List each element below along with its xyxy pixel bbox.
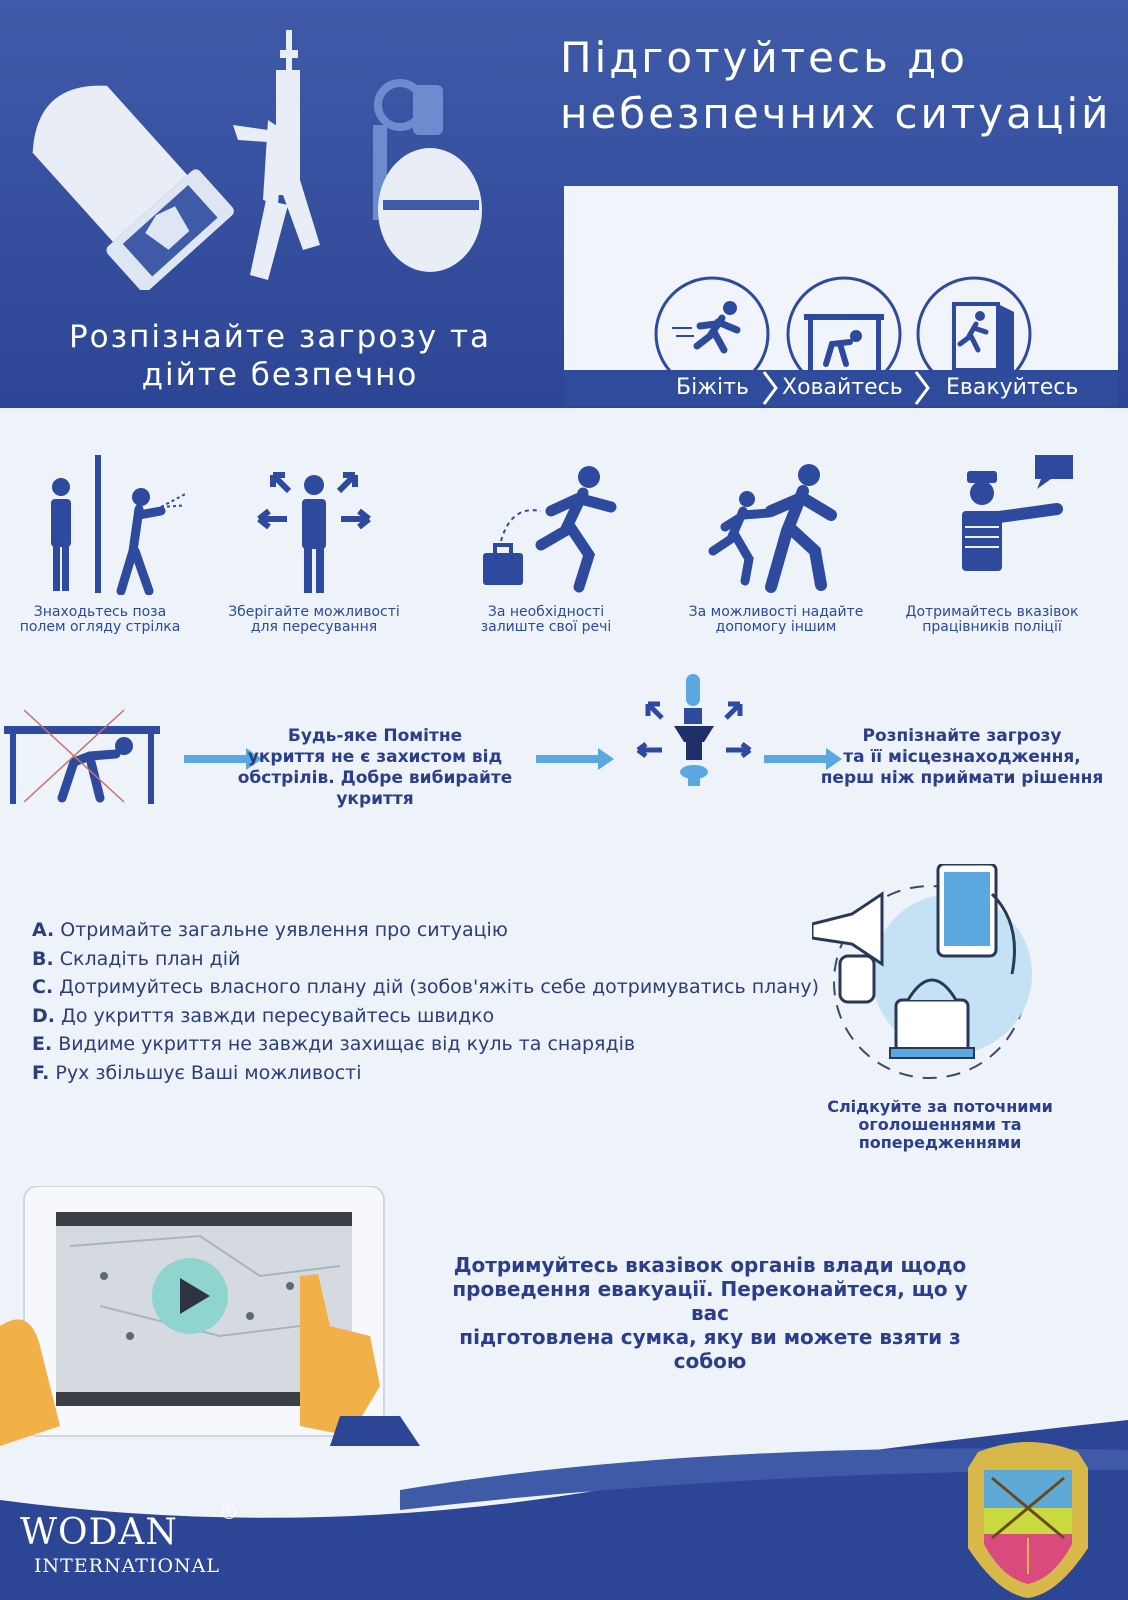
cover-warning-line-1: Будь-яке Помітне [287, 726, 463, 746]
list-text: Отримайте загальне уявлення про ситуацію [60, 919, 508, 941]
header-subtitle [30, 318, 530, 394]
tip-help-others [676, 455, 876, 635]
run-hide-evacuate-panel [564, 186, 1118, 370]
list-text: Рух збільшує Ваші можливості [55, 1061, 362, 1084]
tip-2-line-1: Зберігайте можливості [228, 604, 400, 620]
help-others-icon [691, 455, 861, 595]
list-text: Складіть план дій [59, 947, 241, 970]
hide-under-table-icon [784, 274, 904, 370]
threat-line-2: та її місцезнаходження, [843, 747, 1081, 767]
brand-logo [20, 1513, 220, 1579]
step-evacuate: Евакуйтесь [946, 375, 1079, 400]
checklist [32, 916, 819, 1087]
list-item [32, 1030, 812, 1059]
threat-line-1: Розпізнайте загрозу [862, 726, 1062, 746]
cover-warning-text [210, 726, 540, 810]
title-line-2: небезпечних ситуацій [560, 89, 1112, 138]
crossed-table-cover-icon [4, 706, 164, 806]
list-letter: C. [32, 976, 54, 998]
list-letter: D. [32, 1004, 55, 1027]
rocket-icon [0, 60, 240, 290]
movement-options-icon [229, 455, 399, 595]
tip-1-line-2: полем огляду стрілка [19, 619, 181, 635]
cover-warning-line-3: обстрілів. Добре вибирайте укриття [237, 768, 513, 809]
evacuation-line-3: підготовлена сумка, яку ви можете взяти з собою [459, 1325, 961, 1373]
step-hide: Ховайтесь [782, 375, 903, 400]
list-item [32, 1002, 812, 1031]
list-letter: B. [32, 947, 54, 970]
chevron-right-icon [760, 370, 780, 406]
tips-row [0, 455, 1128, 645]
list-item [32, 1059, 812, 1088]
tip-4-line-2: допомогу іншим [715, 619, 837, 635]
subtitle-line-1: Розпізнайте загрозу та [68, 319, 492, 355]
tip-5-line-2: працівників поліції [922, 619, 1062, 635]
title-line-1: Підготуйтесь до [560, 33, 968, 82]
list-letter: A. [32, 919, 55, 941]
tip-3-line-2: залиште свої речі [480, 619, 612, 635]
chevron-right-icon [912, 370, 932, 406]
list-item [32, 945, 812, 974]
leave-belongings-icon [461, 455, 631, 595]
list-item [32, 916, 812, 945]
threat-recognition-text [812, 726, 1112, 789]
evacuation-text [430, 1253, 990, 1373]
list-letter: E. [32, 1033, 53, 1055]
tip-4-line-1: За можливості надайте [688, 604, 864, 620]
list-text: До укриття завжди пересувайтесь швидко [61, 1004, 495, 1027]
evacuation-line-2: проведення евакуації. Переконайтеся, що у вас [452, 1277, 968, 1325]
tip-5-line-1: Дотримайтесь вказівок [905, 604, 1079, 620]
run-icon [652, 274, 772, 370]
cover-warning-line-2: укриття не є захистом від [247, 747, 503, 767]
tip-police [892, 455, 1092, 635]
tip-1-line-1: Знаходьтесь поза [33, 604, 167, 620]
tip-3-line-1: За необхідності [487, 604, 605, 620]
police-officer-icon [907, 455, 1077, 595]
list-text: Видиме укриття не завжди захищає від куль та снарядів [58, 1033, 636, 1055]
announcements-illustration [812, 864, 1050, 1086]
brand-name: WODAN [20, 1512, 178, 1553]
tip-2-line-2: для пересування [250, 619, 378, 635]
rifle-icon [228, 30, 338, 290]
page-title [560, 30, 1120, 142]
step-run: Біжіть [676, 375, 749, 400]
threat-location-icon [634, 674, 754, 804]
announcements-line-2: оголошеннями та [858, 1115, 1022, 1134]
subtitle-line-2: дійте безпечно [141, 357, 419, 393]
announcements-caption [790, 1098, 1090, 1152]
list-letter: F. [32, 1061, 50, 1084]
header-banner [0, 0, 1128, 408]
evacuation-line-1: Дотримуйтесь вказівок органів влади щодо [453, 1253, 967, 1277]
announcements-line-1: Слідкуйте за поточними [827, 1097, 1053, 1116]
evacuate-exit-icon [914, 274, 1034, 370]
tip-out-of-sight [0, 455, 200, 635]
stay-out-of-sight-icon [15, 455, 185, 595]
registered-mark-icon: R [222, 1505, 236, 1519]
threat-line-3: перш ніж приймати рішення [820, 768, 1104, 788]
brand-sub: INTERNATIONAL [34, 1555, 221, 1577]
list-item [32, 973, 819, 1002]
tip-leave-belongings [446, 455, 646, 635]
tip-movement [214, 455, 414, 635]
announcements-line-3: попередженнями [858, 1133, 1022, 1152]
list-text: Дотримуйтесь власного плану дій (зобов'яжіть себе дотримуватись плану) [59, 976, 819, 998]
arrow-right-icon [536, 748, 614, 770]
coat-of-arms-icon [958, 1438, 1098, 1600]
grenade-icon [365, 75, 485, 275]
